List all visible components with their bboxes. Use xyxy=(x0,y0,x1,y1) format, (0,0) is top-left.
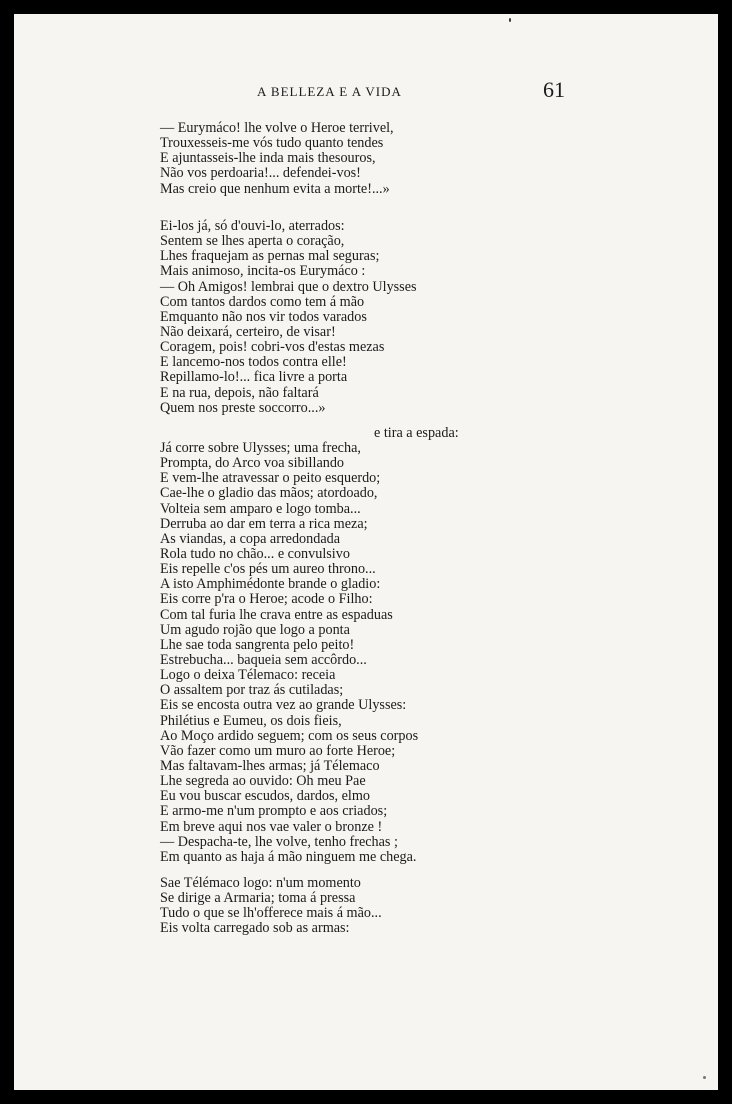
verse-line: Rola tudo no chão... e convulsivo xyxy=(160,545,350,562)
verse-line: Com tal furia lhe crava entre as espaduas xyxy=(160,606,393,623)
verse-line: Quem nos preste soccorro...» xyxy=(160,399,326,416)
verse-line: E ajuntasseis-lhe inda mais thesouros, xyxy=(160,150,376,167)
verse-line: Eis repelle c'os pés um aureo throno... xyxy=(160,561,376,578)
running-title: A BELLEZA E A VIDA xyxy=(257,84,402,99)
verse-line: Sentem se lhes aperta o coração, xyxy=(160,233,345,250)
verse-line: As viandas, a copa arredondada xyxy=(160,530,341,547)
stanza-3 xyxy=(160,441,418,865)
verse-line: Eu vou buscar escudos, dardos, elmo xyxy=(160,788,371,805)
verse-line: — Despacha-te, lhe volve, tenho frechas ; xyxy=(160,833,398,850)
verse-line: E lancemo-nos todos contra elle! xyxy=(160,354,347,371)
verse-line: Já corre sobre Ulysses; uma frecha, xyxy=(160,440,361,456)
verse-line: E vem-lhe atravessar o peito esquerdo; xyxy=(160,470,381,487)
verse-line: Um agudo rojão que logo a ponta xyxy=(160,621,350,638)
verse-line: Eis corre p'ra o Heroe; acode o Filho: xyxy=(160,591,373,608)
verse-line: Ei-los já, só d'ouvi-lo, aterrados: xyxy=(160,218,345,234)
verse-line: Em breve aqui nos vae valer o bronze ! xyxy=(160,818,383,835)
verse-line: Sae Télémaco logo: n'um momento xyxy=(160,875,361,891)
verse-line: Lhe segreda ao ouvido: Oh meu Pae xyxy=(160,773,366,790)
verse-line: Prompta, do Arco voa sibillando xyxy=(160,455,345,472)
verse-line: Mas creio que nenhum evita a morte!...» xyxy=(160,180,390,197)
verse-line: Estrebucha... baqueia sem accôrdo... xyxy=(160,651,367,668)
verse-line: Lhes fraquejam as pernas mal seguras; xyxy=(160,248,380,265)
verse-line: Vão fazer como um muro ao forte Heroe; xyxy=(160,742,396,759)
verse-line: Ao Moço ardido seguem; com os seus corpos xyxy=(160,727,419,744)
verse-line: Eis volta carregado sob as armas: xyxy=(160,920,350,937)
verse-line: Com tantos dardos como tem á mão xyxy=(160,293,365,310)
verse-line: Coragem, pois! cobri-vos d'estas mezas xyxy=(160,339,385,356)
verse-line: Não deixará, certeiro, de visar! xyxy=(160,323,336,340)
scan-speck xyxy=(703,1076,706,1079)
verse-line: O assaltem por traz ás cutiladas; xyxy=(160,682,344,699)
verse-line: Cae-lhe o gladio das mãos; atordoado, xyxy=(160,485,378,502)
stanza-2 xyxy=(160,219,417,416)
verse-line: — Eurymáco! lhe volve o Heroe terrivel, xyxy=(160,120,394,136)
verse-line: E na rua, depois, não faltará xyxy=(160,384,319,401)
verse-line: Philétius e Eumeu, os dois fieis, xyxy=(160,712,342,729)
half-line: e tira a espada: xyxy=(374,425,459,441)
scan-speck xyxy=(509,18,511,22)
verse-line: Repillamo-lo!... fica livre a porta xyxy=(160,369,348,386)
verse-line: Não vos perdoaria!... defendei-vos! xyxy=(160,165,361,182)
verse-line: Em quanto as haja á mão ninguem me chega. xyxy=(160,848,417,865)
verse-line: Derruba ao dar em terra a rica meza; xyxy=(160,515,368,532)
page-number: 61 xyxy=(543,77,565,102)
verse-line: — Oh Amigos! lembrai que o dextro Ulysses xyxy=(160,278,417,295)
verse-line: A isto Amphimédonte brande o gladio: xyxy=(160,576,381,593)
verse-line: Tudo o que se lh'offerece mais á mão... xyxy=(160,905,382,922)
verse-line: Lhe sae toda sangrenta pelo peito! xyxy=(160,636,355,653)
verse-line: Mais animoso, incita-os Eurymáco : xyxy=(160,263,366,280)
verse-line: Eis se encosta outra vez ao grande Ulysses: xyxy=(160,697,407,714)
verse-line: Logo o deixa Télemaco: receia xyxy=(160,667,336,684)
stanza-4 xyxy=(160,876,382,937)
verse-line: Volteia sem amparo e logo tomba... xyxy=(160,500,361,517)
verse-line: E armo-me n'um prompto e aos criados; xyxy=(160,803,388,820)
stanza-1 xyxy=(160,121,394,197)
verse-line: Se dirige a Armaria; toma á pressa xyxy=(160,890,356,907)
verse-line: Trouxesseis-me vós tudo quanto tendes xyxy=(160,135,384,152)
verse-line: Emquanto não nos vir todos varados xyxy=(160,308,367,325)
verse-line: Mas faltavam-lhes armas; já Télemaco xyxy=(160,757,380,774)
